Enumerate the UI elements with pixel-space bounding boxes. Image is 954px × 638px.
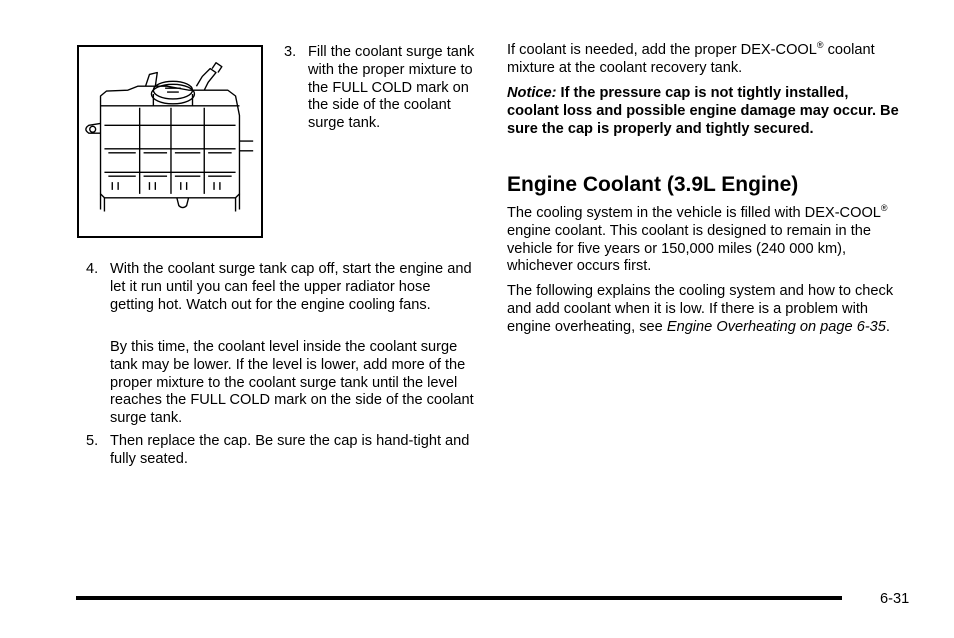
step-text: With the coolant surge tank cap off, start the engine and let it run until you can feel the upper radiator hose getting hot. Watch out for the engine cooling fans.: [110, 261, 472, 313]
p3-text-b: .: [885, 318, 890, 335]
coolant-surge-tank-illustration: [77, 45, 263, 238]
footer-rule: [76, 596, 842, 600]
step-number: 3.: [284, 44, 297, 60]
explanation-paragraph: [507, 283, 899, 336]
section-heading: Engine Coolant (3.9L Engine): [507, 173, 799, 196]
p2-text-a: The cooling system in the vehicle is filled with DEX-COOL: [507, 205, 881, 221]
coolant-intro-paragraph: [507, 42, 897, 78]
surge-tank-drawing: [79, 47, 261, 236]
step-number: 4.: [86, 261, 99, 277]
registered-mark: ®: [816, 40, 824, 50]
notice-paragraph: [507, 85, 899, 138]
cooling-system-paragraph: [507, 205, 899, 276]
intro-text-a: If coolant is needed, add the proper DEX-COOL: [507, 42, 817, 58]
p2-text-b: engine coolant. This coolant is designed to remain in the vehicle for five years or 150,000 miles (240 000 km), whichever occurs first.: [507, 222, 871, 275]
intro-text-b: coolant mixture at the coolant recovery tank.: [507, 42, 875, 76]
step-number: 5.: [86, 433, 99, 449]
notice-label: Notice:: [507, 85, 557, 101]
page-number: 6-31: [880, 591, 910, 607]
step-text: Fill the coolant surge tank with the proper mixture to the FULL COLD mark on the side of the coolant surge tank.: [308, 44, 475, 132]
cross-reference-link[interactable]: Engine Overheating on page 6-35: [666, 318, 886, 335]
p3-text-a: The following explains the cooling system and how to check and add coolant when it is low. If there is a problem with engine overheating, see: [507, 283, 894, 335]
notice-text: If the pressure cap is not tightly installed, coolant loss and possible engine damage may occur. Be sure the cap is properly and tightly secured.: [507, 85, 899, 137]
registered-mark: ®: [880, 203, 888, 213]
step-text: Then replace the cap. Be sure the cap is hand-tight and fully seated.: [110, 433, 470, 467]
step-4-followup: By this time, the coolant level inside the coolant surge tank may be lower. If the level is lower, add more of the proper mixture to the coolant surge tank until the level reaches the FULL COLD mark on the side of the coolant surge tank.: [110, 339, 474, 427]
